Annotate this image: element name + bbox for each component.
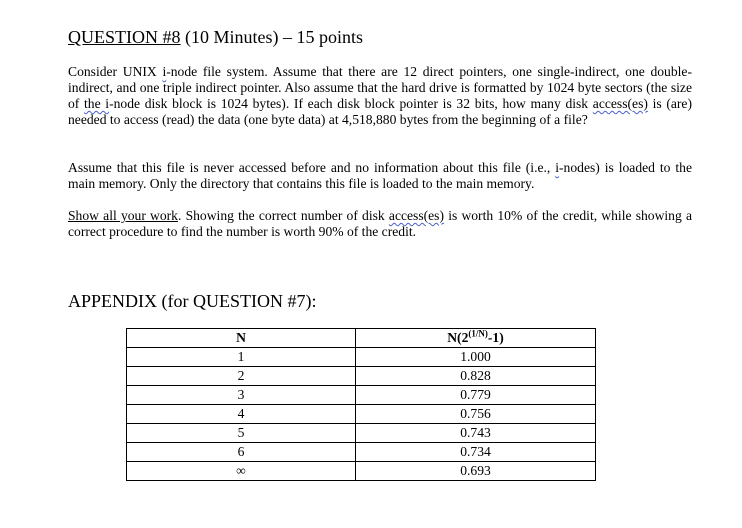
- cell-value: 0.734: [356, 443, 596, 462]
- formula-base: N(2: [447, 330, 469, 345]
- spellcheck-flag[interactable]: access(es): [592, 96, 648, 111]
- text-run: . Showing the correct number of disk: [177, 208, 389, 223]
- text-run: Assume that this file is never accessed before and no information about this file (i.e.,: [68, 160, 556, 175]
- cell-value: 0.756: [356, 405, 596, 424]
- table-row: [127, 367, 596, 386]
- cell-n: 5: [127, 424, 356, 443]
- cell-n: 2: [127, 367, 356, 386]
- cell-n: 4: [127, 405, 356, 424]
- appendix-heading: APPENDIX (for QUESTION #7):: [68, 291, 317, 311]
- header-n: N: [127, 329, 356, 348]
- appendix-table: [126, 328, 596, 481]
- table-header-row: [127, 329, 596, 348]
- cell-value: 0.828: [356, 367, 596, 386]
- text-run: -node file system. Assume that there are 12 direct pointers, one single-indirect, one double-indirect, and one triple indirect pointer. Also assume that the hard drive is formatted by 1024 byte sectors (the size of: [68, 64, 692, 111]
- question-paragraph-3: [68, 208, 692, 240]
- cell-n: 1: [127, 348, 356, 367]
- question-meta: (10 Minutes) – 15 points: [180, 27, 363, 47]
- cell-n: 6: [127, 443, 356, 462]
- spellcheck-flag[interactable]: the i: [84, 96, 110, 111]
- table-row: [127, 348, 596, 367]
- table-row: [127, 462, 596, 481]
- question-paragraph-2: [68, 160, 692, 192]
- text-run: Consider UNIX: [68, 64, 163, 79]
- formula-tail: -1): [487, 330, 504, 345]
- header-formula: [356, 329, 596, 348]
- text-run: -node disk block is 1024 bytes). If each disk block pointer is 32 bits, how many disk: [109, 96, 593, 111]
- table-row: [127, 443, 596, 462]
- spellcheck-flag[interactable]: access(es): [388, 208, 444, 223]
- question-heading: [68, 26, 363, 48]
- cell-value: 1.000: [356, 348, 596, 367]
- cell-value: 0.743: [356, 424, 596, 443]
- spellcheck-flag[interactable]: i: [555, 160, 560, 175]
- question-paragraph-1: [68, 64, 692, 128]
- table-row: [127, 424, 596, 443]
- text-run: is (are) needed to access (read) the data (one byte data) at 4,518,880 bytes from the beginning of a file?: [68, 96, 692, 127]
- formula-exponent: (1/N): [468, 328, 488, 339]
- text-run: is worth 10% of the credit, while showing a correct procedure to find the number is worth 90% of the credit.: [68, 208, 692, 239]
- cell-n: ∞: [127, 462, 356, 481]
- cell-n: 3: [127, 386, 356, 405]
- show-work-text: Show all your work: [68, 208, 178, 223]
- table-row: [127, 386, 596, 405]
- text-run: -nodes) is loaded to the main memory. Only the directory that contains this file is loaded to the main memory.: [68, 160, 692, 191]
- spellcheck-flag[interactable]: i: [162, 64, 167, 79]
- question-label: QUESTION #8: [68, 27, 181, 47]
- cell-value: 0.779: [356, 386, 596, 405]
- table-row: [127, 405, 596, 424]
- cell-value: 0.693: [356, 462, 596, 481]
